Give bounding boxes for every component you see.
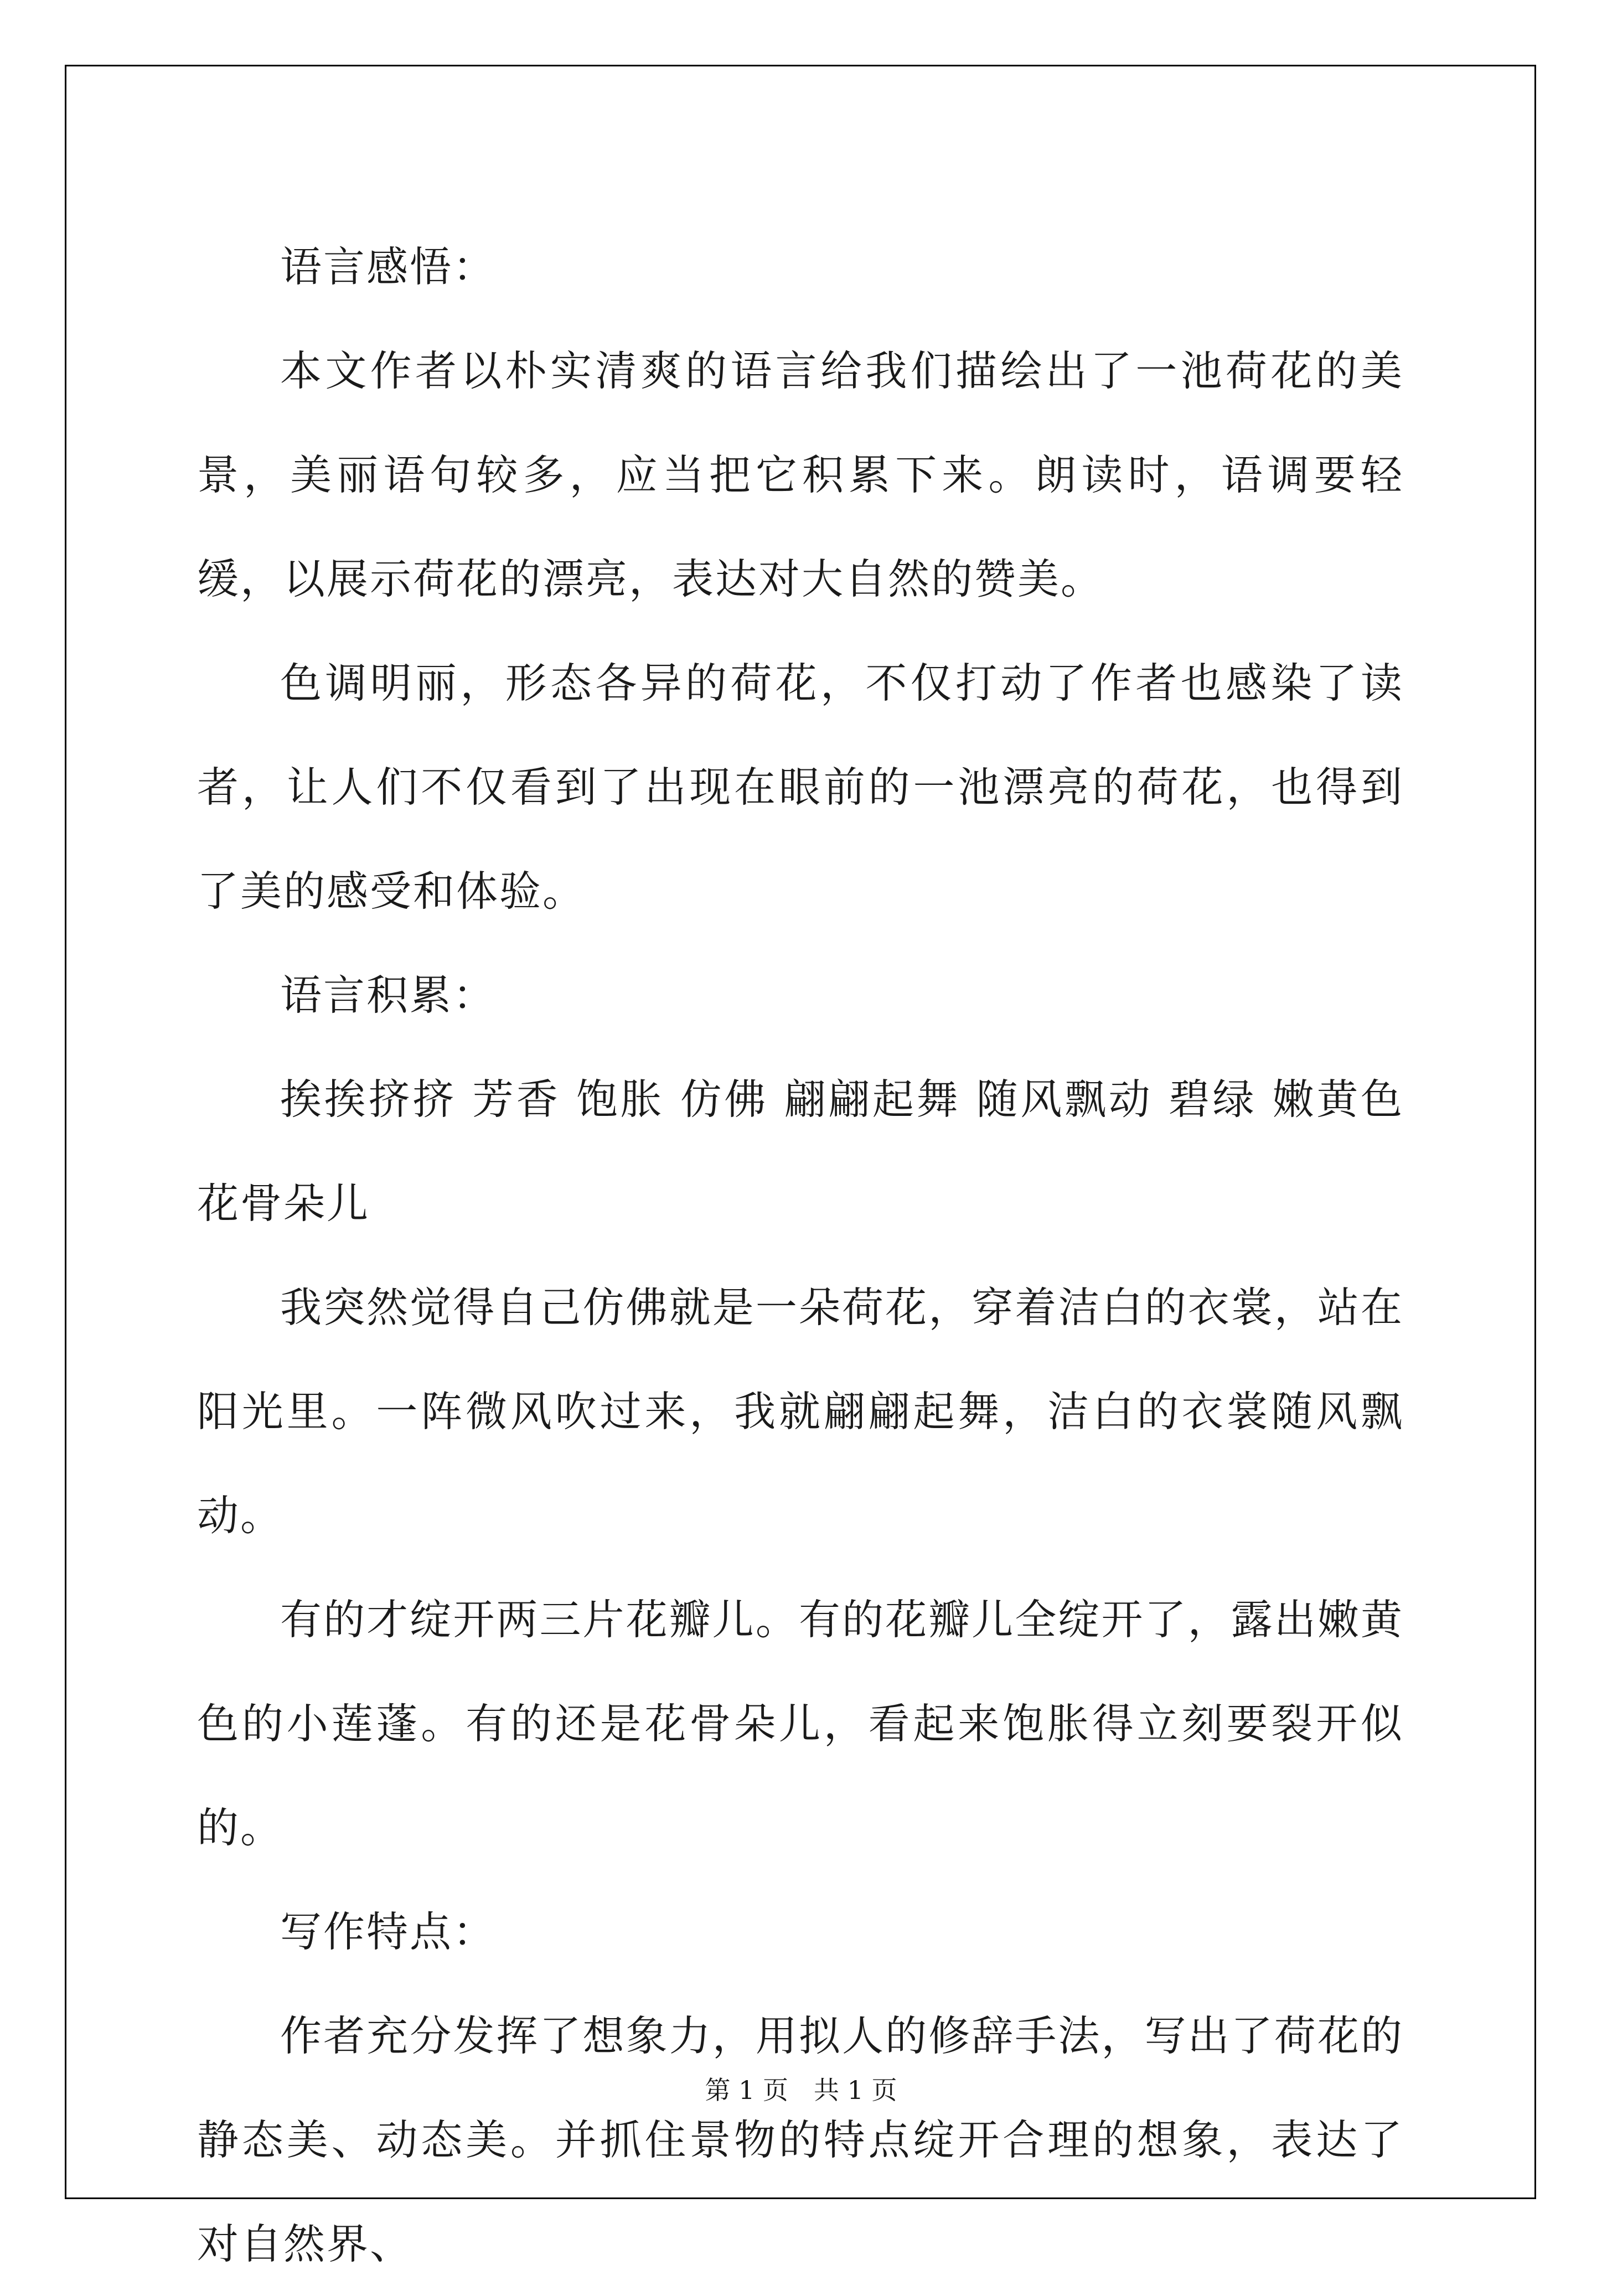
paragraph: 色调明丽，形态各异的荷花，不仅打动了作者也感染了读者，让人们不仅看到了出现在眼前的一池漂亮的荷花，也得到了美的感受和体验。: [197, 659, 1404, 916]
section-heading-writing-features: 写作特点：: [280, 1907, 497, 1956]
document-body: [197, 215, 1404, 2296]
section-heading-language-insight: 语言感悟：: [280, 242, 497, 291]
paragraph: 作者充分发挥了想象力，用拟人的修辞手法，写出了荷花的静态美、动态美。并抓住景物的特点绽开合理的想象，表达了对自然界、: [197, 2011, 1404, 2268]
paragraph: 本文作者以朴实清爽的语言给我们描绘出了一池荷花的美景，美丽语句较多，应当把它积累下来。朗读时，语调要轻缓，以展示荷花的漂亮，表达对大自然的赞美。: [197, 347, 1404, 603]
vocabulary-list: 挨挨挤挤 芳香 饱胀 仿佛 翩翩起舞 随风飘动 碧绿 嫩黄色 花骨朵儿: [197, 1075, 1404, 1228]
paragraph: 有的才绽开两三片花瓣儿。有的花瓣儿全绽开了，露出嫩黄色的小莲蓬。有的还是花骨朵儿，看起来饱胀得立刻要裂开似的。: [197, 1595, 1404, 1852]
page-number-footer: 第 1 页 共 1 页: [705, 2075, 897, 2105]
paragraph: 我突然觉得自己仿佛就是一朵荷花，穿着洁白的衣裳，站在阳光里。一阵微风吹过来，我就翩翩起舞，洁白的衣裳随风飘动。: [197, 1283, 1404, 1540]
section-heading-language-accumulation: 语言积累：: [280, 971, 497, 1020]
